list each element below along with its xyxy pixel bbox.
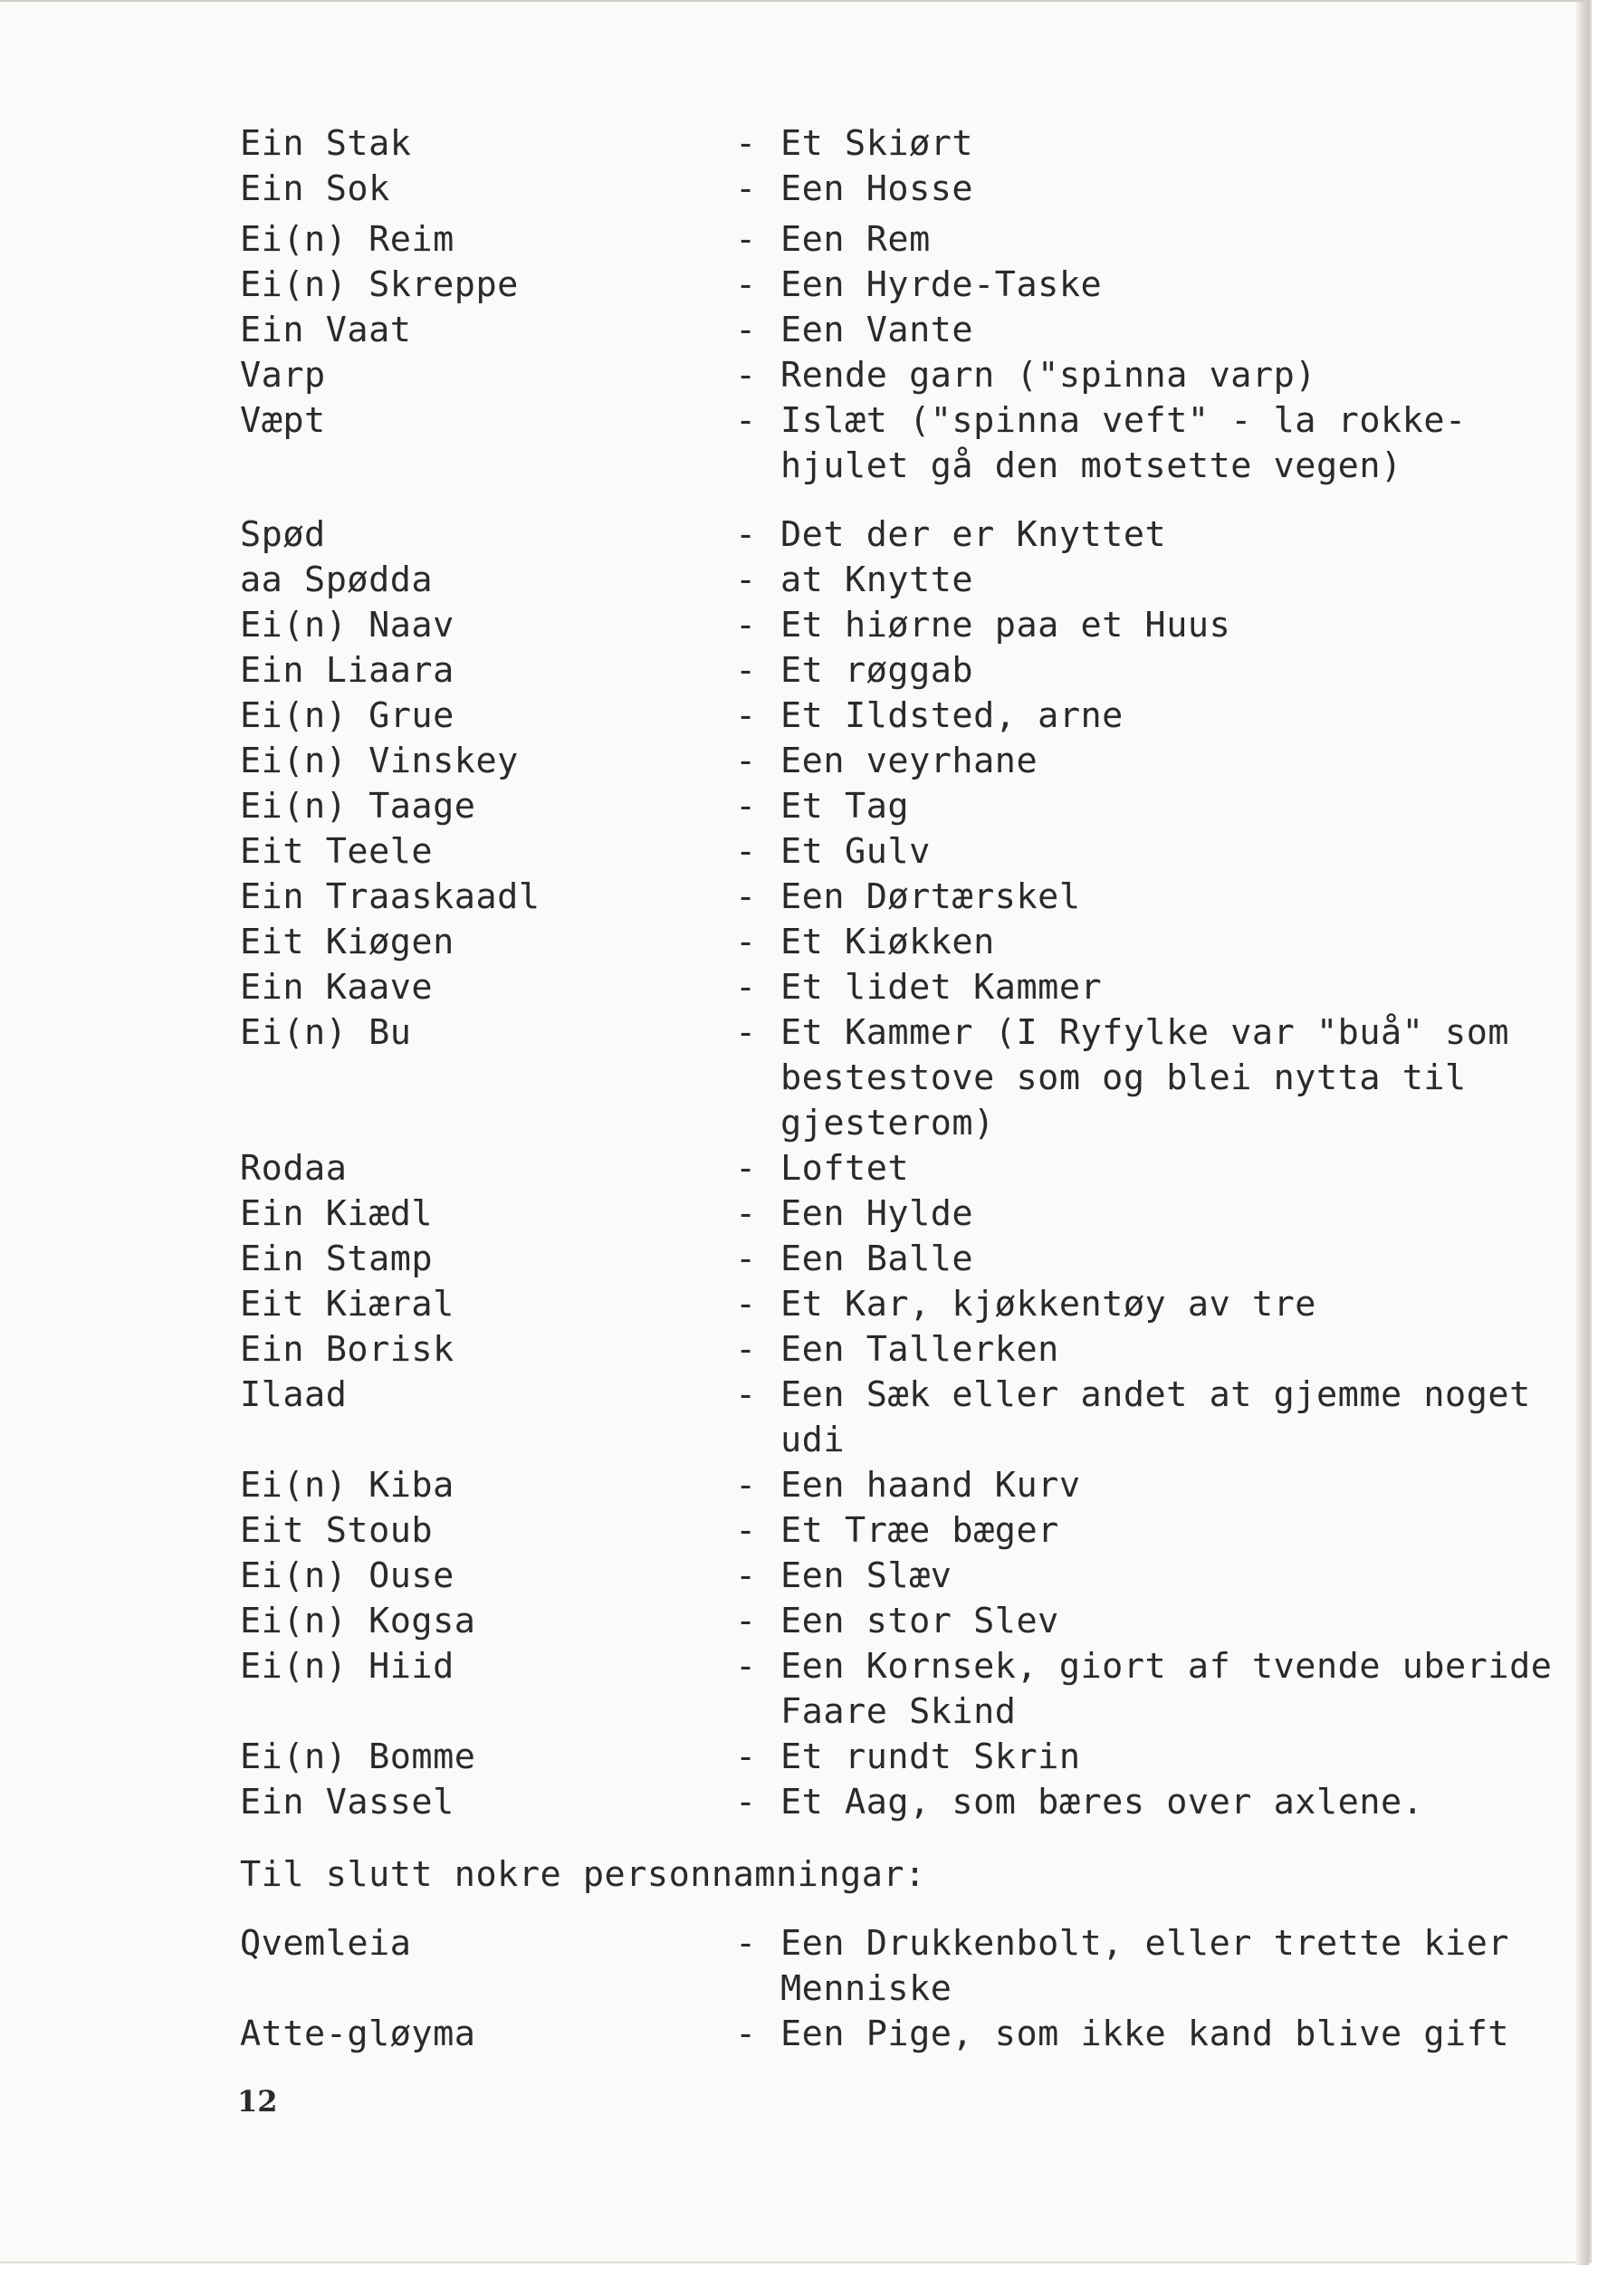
entry-dash: - (735, 219, 757, 260)
entry-dash: - (735, 650, 757, 691)
entry-dash: - (735, 1555, 757, 1596)
glossary-row (240, 1282, 1580, 1327)
glossary-row (240, 1644, 1580, 1735)
entry-definition: Et Gulv (780, 831, 931, 872)
entry-definition: Een Hyrde-Taske (780, 264, 1103, 305)
entry-definition: Een Rem (780, 219, 931, 260)
glossary-row (240, 875, 1580, 920)
entry-term: Ei(n) Naav (240, 605, 454, 646)
entry-definition: Een haand Kurv (780, 1465, 1081, 1506)
glossary (240, 121, 1580, 2057)
entry-dash: - (735, 1239, 757, 1279)
glossary-row (240, 2012, 1580, 2057)
entry-dash: - (735, 876, 757, 917)
glossary-row (240, 558, 1580, 603)
entry-term: Ein Traaskaadl (240, 876, 540, 917)
entry-dash: - (735, 1148, 757, 1189)
glossary-row (240, 167, 1580, 212)
glossary-row (240, 965, 1580, 1010)
glossary-row (240, 1735, 1580, 1780)
entry-dash: - (735, 605, 757, 646)
entry-dash: - (735, 786, 757, 827)
entry-definition: Loftet (780, 1148, 910, 1189)
glossary-row (240, 121, 1580, 167)
entry-term: Ein Stak (240, 123, 412, 164)
entry-definition: Et Aag, som bæres over axlene. (780, 1782, 1424, 1822)
entry-definition: Et Kiøkken (780, 922, 995, 962)
entry-definition: Een Tallerken (780, 1329, 1059, 1370)
entry-dash: - (735, 355, 757, 396)
entry-definition: at Knytte (780, 560, 974, 600)
glossary-row (240, 353, 1580, 398)
entry-dash: - (735, 1601, 757, 1641)
entry-definition: Et lidet Kammer (780, 967, 1103, 1008)
entry-term: Ei(n) Ouse (240, 1555, 454, 1596)
entry-term: Varp (240, 355, 326, 396)
glossary-row (240, 784, 1580, 829)
glossary-row (240, 512, 1580, 558)
entry-term: Eit Stoub (240, 1510, 434, 1551)
entry-definition: Et Tag (780, 786, 910, 827)
entry-term: Qvemleia (240, 1923, 412, 1964)
entry-definition: Et røggab (780, 650, 974, 691)
entry-term: Atte-gløyma (240, 2014, 476, 2054)
entry-dash: - (735, 967, 757, 1008)
entry-dash: - (735, 123, 757, 164)
entry-term: Ein Sok (240, 168, 390, 209)
glossary-row (240, 217, 1580, 263)
glossary-row (240, 1921, 1580, 2012)
page-number: 12 (237, 2084, 278, 2119)
entry-definition: Een Sæk eller andet at gjemme noget udi (780, 1374, 1531, 1460)
glossary-row (240, 739, 1580, 784)
entry-definition: Et Kammer (I Ryfylke var "buå" som bestestove som og blei nytta til gjesterom) (780, 1012, 1510, 1143)
entry-definition: Et Skiørt (780, 123, 974, 164)
entry-definition: Islæt ("spinna veft" - la rokke- hjulet gå den motsette vegen) (780, 400, 1467, 486)
entry-definition: Rende garn ("spinna varp) (780, 355, 1316, 396)
entry-dash: - (735, 2014, 757, 2054)
entry-term: Ei(n) Vinskey (240, 741, 519, 781)
entry-definition: Een Balle (780, 1239, 974, 1279)
entry-dash: - (735, 1374, 757, 1415)
glossary-row (240, 694, 1580, 739)
glossary-row (240, 1780, 1580, 1825)
entry-term: Ei(n) Grue (240, 695, 454, 736)
glossary-row (240, 829, 1580, 875)
entry-dash: - (735, 741, 757, 781)
entry-term: Ei(n) Hiid (240, 1646, 454, 1687)
glossary-row (240, 1237, 1580, 1282)
entry-definition: Een Drukkenbolt, eller trette kier Menniske (780, 1923, 1510, 2009)
entry-definition: Een veyrhane (780, 741, 1038, 781)
entry-dash: - (735, 1736, 757, 1777)
entry-term: Rodaa (240, 1148, 348, 1189)
entry-term: Ei(n) Taage (240, 786, 476, 827)
glossary-row (240, 308, 1580, 353)
entry-definition: Een Hosse (780, 168, 974, 209)
entry-definition: Et Kar, kjøkkentøy av tre (780, 1284, 1316, 1325)
entry-definition: Een Hylde (780, 1193, 974, 1234)
entry-dash: - (735, 695, 757, 736)
entry-definition: Et rundt Skrin (780, 1736, 1081, 1777)
entry-definition: Een Vante (780, 310, 974, 350)
entry-term: Ei(n) Kiba (240, 1465, 454, 1506)
entry-term: Ei(n) Skreppe (240, 264, 519, 305)
entry-definition: Een Slæv (780, 1555, 952, 1596)
glossary-row (240, 1146, 1580, 1191)
glossary-row (240, 1554, 1580, 1599)
entry-definition: Et Ildsted, arne (780, 695, 1124, 736)
entry-dash: - (735, 831, 757, 872)
entry-definition: Een Pige, som ikke kand blive gift (780, 2014, 1510, 2054)
glossary-row (240, 263, 1580, 308)
section-heading: Til slutt nokre personnamningar: (240, 1854, 926, 1895)
glossary-row (240, 1508, 1580, 1554)
entry-term: Eit Teele (240, 831, 434, 872)
entry-term: Ein Borisk (240, 1329, 454, 1370)
glossary-row (240, 1599, 1580, 1644)
entry-term: Eit Kiøgen (240, 922, 454, 962)
entry-term: Ei(n) Kogsa (240, 1601, 476, 1641)
entry-dash: - (735, 514, 757, 555)
entry-dash: - (735, 1012, 757, 1053)
entry-dash: - (735, 1193, 757, 1234)
entry-dash: - (735, 1510, 757, 1551)
glossary-row (240, 1191, 1580, 1237)
entry-term: Ein Vaat (240, 310, 412, 350)
glossary-row (240, 603, 1580, 648)
entry-term: Ei(n) Bu (240, 1012, 412, 1053)
entry-definition: Een Kornsek, giort af tvende uberide Faare Skind (780, 1646, 1553, 1732)
entry-dash: - (735, 264, 757, 305)
entry-dash: - (735, 1923, 757, 1964)
entry-dash: - (735, 922, 757, 962)
entry-term: Ein Stamp (240, 1239, 434, 1279)
entry-term: aa Spødda (240, 560, 434, 600)
entry-term: Ein Kaave (240, 967, 434, 1008)
glossary-row (240, 1463, 1580, 1508)
entry-dash: - (735, 400, 757, 441)
entry-term: Eit Kiæral (240, 1284, 454, 1325)
entry-dash: - (735, 310, 757, 350)
entry-definition: Et hiørne paa et Huus (780, 605, 1231, 646)
entry-dash: - (735, 1284, 757, 1325)
entry-term: Væpt (240, 400, 326, 441)
entry-term: Ei(n) Reim (240, 219, 454, 260)
entry-term: Ein Vassel (240, 1782, 454, 1822)
entry-definition: Een Dørtærskel (780, 876, 1081, 917)
entry-definition: Een stor Slev (780, 1601, 1059, 1641)
entry-dash: - (735, 1465, 757, 1506)
entry-term: Ein Liaara (240, 650, 454, 691)
glossary-row (240, 1373, 1580, 1463)
entry-dash: - (735, 1646, 757, 1687)
glossary-row (240, 1327, 1580, 1373)
entry-term: Ilaad (240, 1374, 348, 1415)
entry-dash: - (735, 1782, 757, 1822)
entry-term: Ei(n) Bomme (240, 1736, 476, 1777)
entry-definition: Et Træe bæger (780, 1510, 1059, 1551)
glossary-row (240, 398, 1580, 489)
entry-dash: - (735, 1329, 757, 1370)
entry-term: Ein Kiædl (240, 1193, 434, 1234)
glossary-row (240, 1010, 1580, 1146)
entry-term: Spød (240, 514, 326, 555)
entry-dash: - (735, 168, 757, 209)
entry-dash: - (735, 560, 757, 600)
entry-definition: Det der er Knyttet (780, 514, 1167, 555)
glossary-row (240, 648, 1580, 694)
glossary-row (240, 920, 1580, 965)
